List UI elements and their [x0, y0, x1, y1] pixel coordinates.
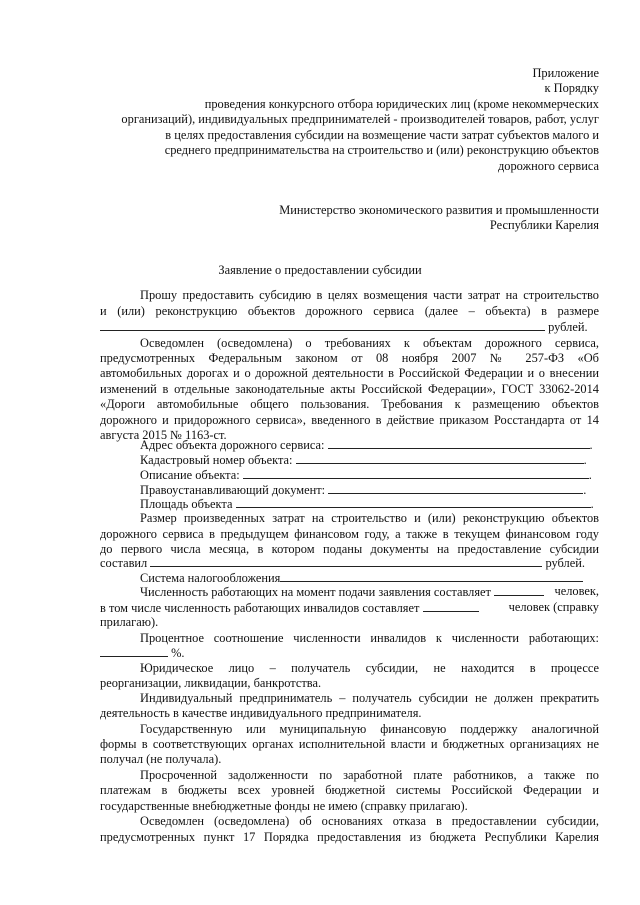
- body-line: получал (не получала).: [100, 752, 222, 766]
- body-line: до первого числа месяца, в котором поданы документы на предоставление субсидии: [100, 542, 599, 556]
- body-line: Процентное соотношение численности инвалидов к численности работающих:: [140, 631, 599, 645]
- appendix-label: Приложение: [532, 66, 599, 80]
- order-title-line: среднего предпринимательства на строительство и (или) реконструкцию объектов: [164, 143, 599, 157]
- body-line: Осведомлен (осведомлена) об основаниях отказа в предоставлении субсидии,: [140, 814, 599, 828]
- body-line: и (или) реконструкцию объектов дорожного сервиса (далее – объекта) в размере: [100, 304, 599, 318]
- addressee-line: Республики Карелия: [489, 218, 599, 232]
- body-line: государственные внебюджетные фонды не имею (справку прилагаю).: [100, 799, 468, 813]
- body-line: формы в соответствующих органах исполнительной власти и бюджетных организациях не: [100, 737, 599, 751]
- cadastral-number-row: Кадастровый номер объекта: .: [140, 453, 587, 467]
- object-address-row: Адрес объекта дорожного сервиса: .: [140, 438, 593, 452]
- body-line: дорожного сервиса в предыдущем финансовом году, а также в текущем финансовом году: [100, 527, 599, 541]
- document-title: Заявление о предоставлении субсидии: [218, 263, 422, 277]
- body-line: изменений в отдельные законодательные акты Российской Федерации», ГОСТ 33062-2014: [100, 382, 599, 396]
- subsidy-amount-line: рублей.: [100, 319, 588, 335]
- body-line: Размер произведенных затрат на строительство и (или) реконструкцию объектов: [140, 511, 599, 525]
- body-line: Юридическое лицо – получатель субсидии, не находится в процессе: [140, 661, 599, 675]
- object-address-field[interactable]: [328, 437, 590, 449]
- order-title-line: проведения конкурсного отбора юридических лиц (кроме некоммерческих: [204, 97, 599, 111]
- body-line: Осведомлен (осведомлена) о требованиях к объектам дорожного сервиса,: [140, 336, 599, 350]
- disabled-percentage-field[interactable]: [100, 645, 168, 657]
- body-line: реорганизации, ликвидации, банкротства.: [100, 676, 322, 690]
- title-document-field[interactable]: [328, 482, 583, 494]
- object-description-row: Описание объекта: .: [140, 468, 592, 482]
- subsidy-amount-field[interactable]: [100, 319, 545, 331]
- body-line: Государственную или муниципальную финансовую поддержку аналогичной: [140, 722, 599, 736]
- disabled-employees-field[interactable]: [423, 600, 479, 612]
- disabled-percentage-line: %.: [100, 645, 185, 661]
- employees-count-line: Численность работающих на момент подачи заявления составляет человек,: [140, 584, 599, 599]
- body-line: предусмотренных пункт 17 Порядка предоставления из бюджета Республики Карелия: [100, 830, 599, 844]
- cadastral-number-field[interactable]: [296, 452, 584, 464]
- disabled-employees-line: в том числе численность работающих инвалидов составляет человек (справку: [100, 600, 599, 615]
- tax-system-field[interactable]: [280, 570, 583, 582]
- body-line: августа 2015 № 1163-ст.: [100, 428, 227, 442]
- object-area-field[interactable]: [236, 496, 591, 508]
- order-title-line: в целях предоставления субсидии на возмещение части затрат субъектов малого и: [165, 128, 599, 142]
- body-line: «Дороги автомобильные общего пользования. Требования к размещению объектов: [100, 397, 599, 411]
- object-area-row: Площадь объекта .: [140, 497, 594, 511]
- body-line: Прошу предоставить субсидию в целях возмещения части затрат на строительство: [140, 288, 599, 302]
- body-line: платежам в бюджеты всех уровней бюджетной системы Российской Федерации и: [100, 783, 599, 797]
- body-line: Просроченной задолженности по заработной плате работников, а также по: [140, 768, 599, 782]
- body-line: деятельность в качестве индивидуального предпринимателя.: [100, 706, 422, 720]
- body-line: Индивидуальный предприниматель – получатель субсидии не должен прекратить: [140, 691, 599, 705]
- employees-count-field[interactable]: [494, 584, 544, 596]
- body-line: автомобильных дорогах и о дорожной деятельности в Российской Федерации и о внесении: [100, 366, 599, 380]
- title-document-row: Правоустанавливающий документ: .: [140, 483, 587, 497]
- addressee-line: Министерство экономического развития и промышленности: [279, 203, 599, 217]
- costs-amount-field[interactable]: [150, 555, 542, 567]
- body-line: прилагаю).: [100, 615, 159, 629]
- order-title-line: организаций), индивидуальных предпринимателей - производителей товаров, работ, услуг: [121, 112, 599, 126]
- body-line: дорожного и придорожного сервиса», введенного в действие приказом Росстандарта от 14: [100, 413, 599, 427]
- object-description-field[interactable]: [243, 467, 589, 479]
- costs-amount-line: составил рублей.: [100, 556, 585, 570]
- order-title-line: дорожного сервиса: [497, 159, 599, 173]
- tax-system-row: Система налогообложения: [140, 570, 583, 586]
- body-line: предусмотренных Федеральным законом от 08 ноября 2007 № 257-ФЗ «Об: [100, 351, 599, 365]
- order-label: к Порядку: [544, 81, 599, 95]
